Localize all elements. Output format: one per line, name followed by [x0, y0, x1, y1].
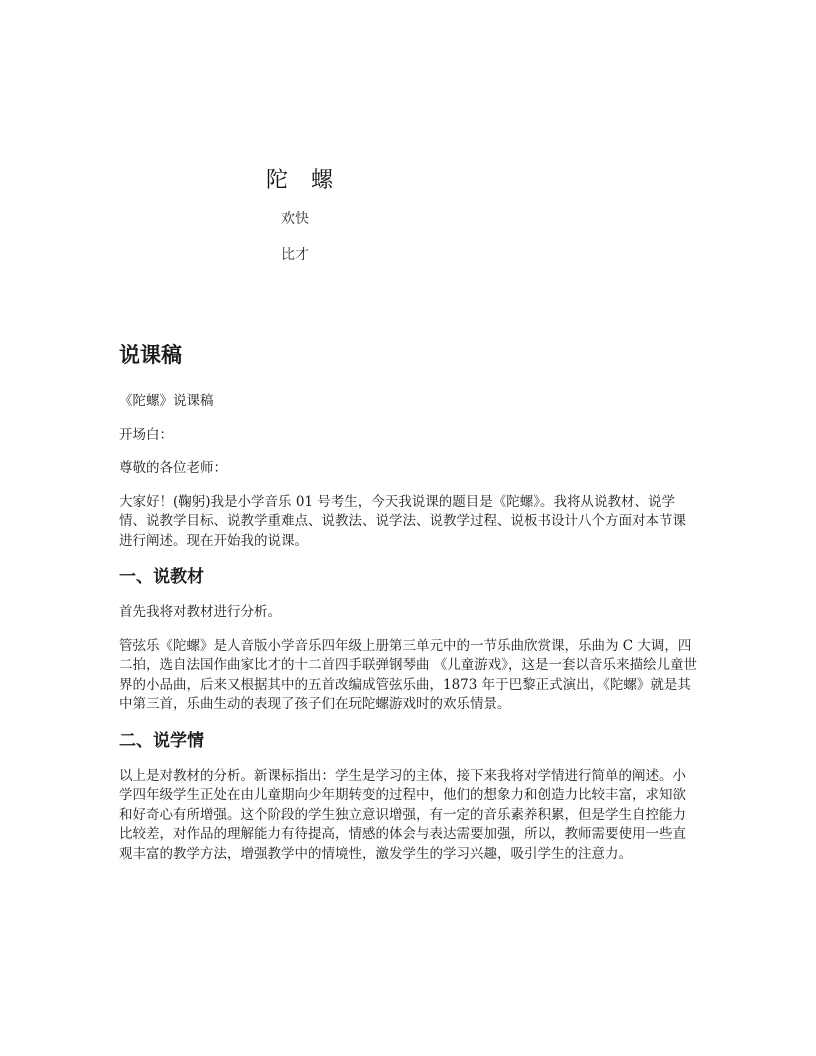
section-paragraph: 以上是对教材的分析。新课标指出：学生是学习的主体，接下来我将对学情进行简单的阐述。小学四年级学生正处在由儿童期向少年期转变的过程中，他们的想象力和创造力比较丰富，求知欲和好奇心有所增强。这个阶段的学生独立意识增强，有一定的音乐素养积累，但是学生自控能力比较差，对作品的理解能力有待提高，情感的体会与表达需要加强，所以，教师需要使用一些直观丰富的教学方法，增强教学中的情境性，激发学生的学习兴趣，吸引学生的注意力。: [119, 767, 686, 862]
cover-title: 陀 螺: [266, 168, 341, 193]
section-paragraph: 管弦乐《陀螺》是人音版小学音乐四年级上册第三单元中的一节乐曲欣赏课，乐曲为 C 大调，四二拍，选自法国作曲家比才的十二首四手联弹钢琴曲 《儿童游戏》，这是一套以音乐来描绘儿童世界的小品曲，后来又根据其中的五首改编成管弦乐曲，1873 年于巴黎正式演出，《陀螺》就是其中第三首，乐曲生动的表现了孩子们在玩陀螺游戏时的欢乐情景。: [119, 637, 698, 712]
opening-label: 开场白：: [119, 426, 173, 443]
cover-composer: 比才: [281, 247, 309, 263]
greeting: 尊敬的各位老师：: [119, 460, 227, 476]
document-subtitle: 《陀螺》说课稿: [119, 393, 214, 409]
section-paragraph: 首先我将对教材进行分析。: [119, 604, 281, 620]
section-heading-learners: 二、说学情: [119, 730, 204, 751]
section-heading-textbook: 一、说教材: [119, 567, 204, 587]
intro-paragraph: 大家好！(鞠躬)我是小学音乐 01 号考生，今天我说课的题目是《陀螺》。我将从说教材、说学情、说教学目标、说教学重难点、说教法、说学法、说教学过程、说板书设计八个方面对本节课进行阐述。现在开始我的说课。: [119, 493, 686, 549]
cover-subtitle: 欢快: [281, 211, 309, 227]
document-title: 说课稿: [119, 343, 182, 367]
document-body: [119, 340, 699, 878]
